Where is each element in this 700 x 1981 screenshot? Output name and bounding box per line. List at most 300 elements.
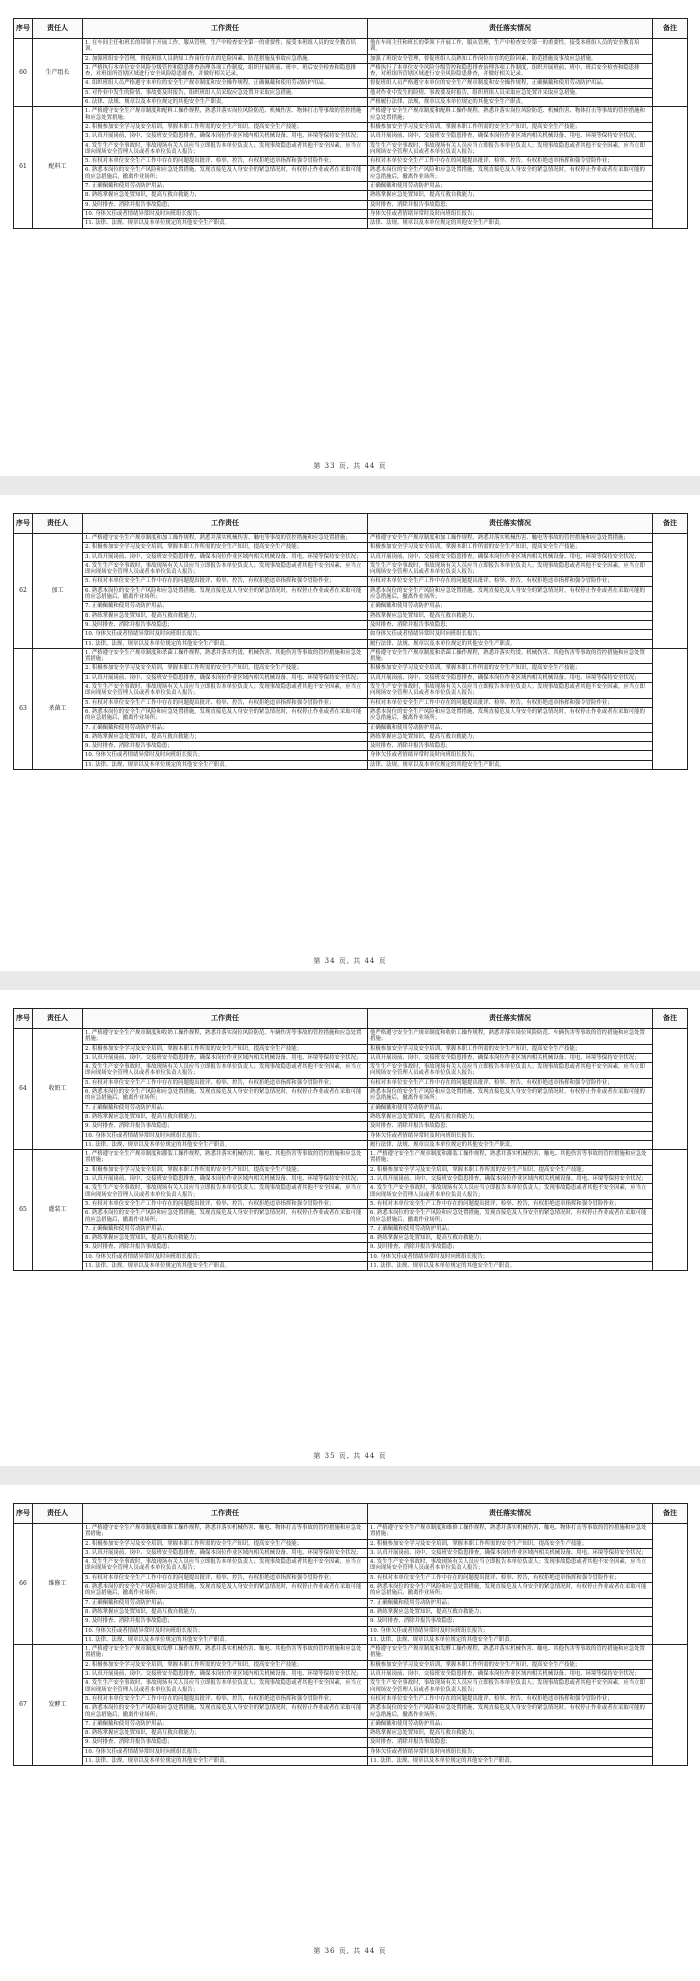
duty-cell: 4. 组织班组人员严格遵守本单位的安全生产规章制度和安全操作规程，正确佩戴和使用劳动防护用品。 [83, 79, 368, 88]
table-row [14, 209, 688, 218]
table-row [14, 1694, 688, 1703]
table-header-row [14, 1504, 688, 1524]
table-row [14, 88, 688, 97]
duty-cell: 4. 发生生产安全事故时，事故现场有关人员应当立即报告本单位负责人；发现事故隐患或者其他不安全因素，应当立即向现场安全管理人员或者本单位负责人报告； [83, 1558, 368, 1574]
table-row [14, 39, 688, 55]
status-cell: 身体欠佳或者情绪异常时及时向班组长报告； [368, 751, 653, 760]
table-row [14, 1573, 688, 1582]
duty-cell: 8. 熟练掌握应急处置知识，提高互救自救能力； [83, 732, 368, 741]
table-row [14, 673, 688, 682]
page-footer: 第 33 页, 共 44 页 [313, 462, 387, 470]
table-row [14, 1670, 688, 1679]
header-role: 责任人 [33, 1009, 83, 1029]
duty-cell: 6. 熟悉本岗位的安全生产风险和应急处置措施，发现直接危及人身安全的紧急情况时，有权停止作业或者在采取可能的应急措施后，撤离作业场所； [83, 166, 368, 182]
duty-cell: 3. 认真开展岗前、岗中、交接班安全隐患排查，确保本岗位作业区域内相关机械设备、用电、环境等保持安全状况； [83, 673, 368, 682]
status-cell: 熟练掌握应急处置知识，提高互救自救能力； [368, 611, 653, 620]
status-cell: 9. 及时排查、消除并报告事故隐患； [368, 1617, 653, 1626]
responsibility-table [13, 18, 688, 229]
status-cell: 熟练掌握应急处置知识，提高互救自救能力； [368, 732, 653, 741]
header-status: 责任落实情况 [368, 1009, 653, 1029]
status-cell: 正确佩戴和使用劳动防护用品； [368, 1103, 653, 1112]
duty-cell: 2. 积极参加安全学习及安全培训，掌握本职工作所需的安全生产知识，提高安全生产技能； [83, 1165, 368, 1174]
status-cell: 11. 法律、法规、规章以及本单位规定的其他安全生产职责。 [368, 1635, 653, 1644]
duty-cell: 4. 发生生产安全事故时，事故现场有关人员应当立即报告本单位负责人；发现事故隐患或者其他不安全因素，应当立即向现场安全管理人员或者本单位负责人报告； [83, 561, 368, 577]
table-row [14, 639, 688, 648]
status-cell: 履行法律、法规、规章以及本单位规定的其他安全生产职责。 [368, 639, 653, 648]
duty-cell: 10. 身体欠佳或者情绪异常时及时向班组长报告； [83, 1252, 368, 1261]
duty-cell: 5. 有权对本单位安全生产工作中存在的问题提出批评、检举、控告，有权拒绝违章指挥和强令冒险作业； [83, 1694, 368, 1703]
duty-cell: 7. 正确佩戴和使用劳动防护用品； [83, 182, 368, 191]
status-cell: 发生生产安全事故时，事故现场有关人员应当立即报告本单位负责人；发现事故隐患或者其他不安全因素，应当立即向现场安全管理人员或者本单位负责人报告； [368, 1063, 653, 1079]
status-cell: 1. 严格遵守安全生产规章制度和灌装工操作规程，熟悉并落实机械伤害、触电、其他伤害等事故的管控措施和应急处置措施； [368, 1150, 653, 1166]
table-header-row [14, 19, 688, 39]
table-row [14, 1645, 688, 1661]
table-row [14, 1583, 688, 1599]
duty-cell: 11. 法律、法规、规章以及本单位规定的其他安全生产职责。 [83, 1140, 368, 1149]
status-cell: 10. 身体欠佳或者情绪异常时及时向班组长报告； [368, 1626, 653, 1635]
duty-cell: 9. 及时排查、消除并报告事故隐患； [83, 742, 368, 751]
duty-cell: 1. 严格遵守安全生产规章制度和配料工操作规程，熟悉并落实岗位风险防范、机械伤害、物体打击等事故的管控措施和应急处置措施； [83, 107, 368, 123]
responsibility-table [13, 1503, 688, 1766]
header-role: 责任人 [33, 19, 83, 39]
table-row [14, 182, 688, 191]
status-cell: 及时排查、消除并报告事故隐患； [368, 1738, 653, 1747]
duty-cell: 9. 及时排查、消除并报告事故隐患； [83, 1243, 368, 1252]
duty-cell: 2. 积极参加安全学习及安全培训，掌握本职工作所需的安全生产知识，提高安全生产技能； [83, 1044, 368, 1053]
table-row [14, 1224, 688, 1233]
table-row [14, 98, 688, 107]
table-row [14, 1122, 688, 1131]
header-role: 责任人 [33, 1504, 83, 1524]
status-cell: 及时排查、消除并报告事故隐患； [368, 200, 653, 209]
table-header-row [14, 514, 688, 534]
table-row [14, 141, 688, 157]
row-number: 64 [14, 1029, 33, 1150]
status-cell: 严格执行了本单位安全风险分级管控和隐患排查治理各项工作制度，组织开展班前、班中、班后安全检查和隐患排查，对班组所管辖区域进行安全风险隐患排查，并做好相关记录。 [368, 63, 653, 79]
table-row [14, 1558, 688, 1574]
table-row [14, 1234, 688, 1243]
row-number: 66 [14, 1524, 33, 1645]
status-cell: 及时排查、消除并报告事故隐患； [368, 620, 653, 629]
status-cell: 熟练掌握应急处置知识，提高互救自救能力； [368, 1112, 653, 1121]
status-cell: 2. 积极参加安全学习及安全培训，掌握本职工作所需的安全生产知识，提高安全生产技能； [368, 1539, 653, 1548]
duty-cell: 10. 身体欠佳或者情绪异常时及时向班组长报告； [83, 209, 368, 218]
status-cell: 有权对本单位安全生产工作中存在的问题提出批评、检举、控告，有权拒绝违章指挥和强令冒险作业； [368, 1078, 653, 1087]
duty-cell: 5. 有权对本单位安全生产工作中存在的问题提出批评、检举、控告，有权拒绝违章指挥和强令冒险作业； [83, 1573, 368, 1582]
table-row [14, 1757, 688, 1766]
document-page [0, 495, 700, 971]
status-cell: 6. 熟悉本岗位的安全生产风险和应急处置措施，发现直接危及人身安全的紧急情况时，有权停止作业或者在采取可能的应急措施后，撤离作业场所； [368, 1583, 653, 1599]
duty-cell: 6. 法律、法规、规章以及本单位规定的其他安全生产职责。 [83, 98, 368, 107]
status-cell: 发生生产安全事故时，事故现场有关人员应当立即报告本单位负责人；发现事故隐患或者其他不安全因素，应当立即向现场安全管理人员或者本单位负责人报告； [368, 561, 653, 577]
table-row [14, 107, 688, 123]
table-row [14, 683, 688, 699]
status-cell: 加强了班组安全管理，督促班组人员熟知工作岗位存在的危险因素、防范措施及事故应急措施。 [368, 54, 653, 63]
status-cell: 熟悉本岗位的安全生产风险和应急处置措施，发现直接危及人身安全的紧急情况时，有权停止作业或者在采取可能的应急措施后，撤离作业场所； [368, 166, 653, 182]
remark-cell [653, 534, 688, 649]
table-row [14, 1719, 688, 1728]
duty-cell: 9. 及时排查、消除并报告事故隐患； [83, 200, 368, 209]
status-cell: 熟悉本岗位的安全生产风险和应急处置措施，发现直接危及人身安全的紧急情况时，有权停止作业或者在采取可能的应急措施后，撤离作业场所； [368, 586, 653, 602]
status-cell: 熟悉本岗位的安全生产风险和应急处置措施，发现直接危及人身安全的紧急情况时，有权停止作业或者在采取可能的应急措施后，撤离作业场所； [368, 1704, 653, 1720]
duty-cell: 9. 及时排查、消除并报告事故隐患； [83, 1738, 368, 1747]
role-name: 维修工 [33, 1524, 83, 1645]
duty-cell: 6. 熟悉本岗位的安全生产风险和应急处置措施，发现直接危及人身安全的紧急情况时，有权停止作业或者在采取可能的应急措施后，撤离作业场所； [83, 707, 368, 723]
status-cell: 11. 法律、法规、规章以及本单位规定的其他安全生产职责。 [368, 1757, 653, 1766]
status-cell: 严格遵守安全生产规章制度和杀菌工操作规程，熟悉并落实灼烫、机械伤害、其他伤害等事故的管控措施和应急处置措施； [368, 648, 653, 664]
status-cell: 发生生产安全事故时，事故现场有关人员应当立即报告本单位负责人；发现事故隐患或者其他不安全因素，应当立即向现场安全管理人员或者本单位负责人报告； [368, 1679, 653, 1695]
row-number: 61 [14, 107, 33, 228]
table-row [14, 1175, 688, 1184]
duty-cell: 3. 认真开展岗前、岗中、交接班安全隐患排查，确保本岗位作业区域内相关机械设备、用电、环境等保持安全状况； [83, 1053, 368, 1062]
table-row [14, 664, 688, 673]
header-remark: 备注 [653, 1009, 688, 1029]
status-cell: 履行法律、法规、规章以及本单位规定的其他安全生产职责。 [368, 1140, 653, 1149]
status-cell: 身体欠佳或者情绪异常时及时向班组长报告； [368, 1131, 653, 1140]
table-row [14, 1053, 688, 1062]
status-cell: 身体欠佳或者情绪异常时及时向班组长报告； [368, 209, 653, 218]
duty-cell: 10. 身体欠佳或者情绪异常时及时向班组长报告； [83, 630, 368, 639]
table-row [14, 1635, 688, 1644]
table-row [14, 1704, 688, 1720]
table-row [14, 1131, 688, 1140]
duty-cell: 11. 法律、法规、规章以及本单位规定的其他安全生产职责。 [83, 639, 368, 648]
duty-cell: 3. 认真开展岗前、岗中、交接班安全隐患排查，确保本岗位作业区域内相关机械设备、用电、环境等保持安全状况； [83, 132, 368, 141]
table-row [14, 611, 688, 620]
status-cell: 发生生产安全事故时，事故现场有关人员应当立即报告本单位负责人；发现事故隐患或者其他不安全因素，应当立即向现场安全管理人员或者本单位负责人报告； [368, 141, 653, 157]
duty-cell: 7. 正确佩戴和使用劳动防护用品； [83, 723, 368, 732]
status-cell: 法律、法规、规章以及本单位规定的其他安全生产职责。 [368, 219, 653, 228]
duty-cell: 10. 身体欠佳或者情绪异常时及时向班组长报告； [83, 1747, 368, 1756]
row-number: 63 [14, 648, 33, 769]
table-row [14, 561, 688, 577]
status-cell: 有权对本单位安全生产工作中存在的问题提出批评、检举、控告，有权拒绝违章指挥和强令冒险作业； [368, 577, 653, 586]
status-cell: 正确佩戴和使用劳动防护用品； [368, 1719, 653, 1728]
status-cell: 4. 发生生产安全事故时，事故现场有关人员应当立即报告本单位负责人；发现事故隐患或者其他不安全因素，应当立即向现场安全管理人员或者本单位负责人报告； [368, 1558, 653, 1574]
table-row [14, 620, 688, 629]
table-row [14, 534, 688, 543]
table-row [14, 54, 688, 63]
table-row [14, 219, 688, 228]
row-number: 62 [14, 534, 33, 649]
duty-cell: 4. 发生生产安全事故时，事故现场有关人员应当立即报告本单位负责人；发现事故隐患或者其他不安全因素，应当立即向现场安全管理人员或者本单位负责人报告； [83, 683, 368, 699]
table-row [14, 191, 688, 200]
status-cell: 认真开展岗前、岗中、交接班安全隐患排查，确保本岗位作业区域内相关机械设备、用电、环境等保持安全状况； [368, 673, 653, 682]
duty-cell: 3. 严格执行本单位安全风险分级管控和隐患排查治理各项工作制度，组织开展班前、班中、班后安全检查和隐患排查，对班组所管辖区域进行安全风险隐患排查，并做好相关记录。 [83, 63, 368, 79]
status-cell: 11. 法律、法规、规章以及本单位规定的其他安全生产职责。 [368, 1262, 653, 1271]
duty-cell: 6. 熟悉本岗位的安全生产风险和应急处置措施，发现直接危及人身安全的紧急情况时，有权停止作业或者在采取可能的应急措施后，撤离作业场所； [83, 1583, 368, 1599]
table-row [14, 698, 688, 707]
table-row [14, 1103, 688, 1112]
table-row [14, 1243, 688, 1252]
table-row [14, 157, 688, 166]
table-row [14, 1140, 688, 1149]
duty-cell: 8. 熟练掌握应急处置知识，提高互救自救能力； [83, 191, 368, 200]
table-row [14, 1029, 688, 1045]
role-name: 加工 [33, 534, 83, 649]
row-number: 65 [14, 1150, 33, 1271]
table-row [14, 1548, 688, 1557]
duty-cell: 1. 严格遵守安全生产规章制度和加工操作规程，熟悉并落实机械伤害、触电等事故的管控措施和应急处置措施； [83, 534, 368, 543]
status-cell: 认真开展岗前、岗中、交接班安全隐患排查，确保本岗位作业区域内相关机械设备、用电、环境等保持安全状况； [368, 132, 653, 141]
status-cell: 及时排查、消除并报告事故隐患； [368, 742, 653, 751]
status-cell: 如身体欠佳或者情绪异常时及时向班组长报告； [368, 630, 653, 639]
status-cell: 10. 身体欠佳或者情绪异常时及时向班组长报告； [368, 1252, 653, 1261]
status-cell: 6. 熟悉本岗位的安全生产风险和应急处置措施，发现直接危及人身安全的紧急情况时，有权停止作业或者在采取可能的应急措施后，撤离作业场所； [368, 1209, 653, 1225]
role-name: 配料工 [33, 107, 83, 228]
duty-cell: 4. 发生生产安全事故时，事故现场有关人员应当立即报告本单位负责人；发现事故隐患或者其他不安全因素，应当立即向现场安全管理人员或者本单位负责人报告； [83, 141, 368, 157]
duty-cell: 4. 发生生产安全事故时，事故现场有关人员应当立即报告本单位负责人；发现事故隐患或者其他不安全因素，应当立即向现场安全管理人员或者本单位负责人报告； [83, 1184, 368, 1200]
duty-cell: 11. 法律、法规、规章以及本单位规定的其他安全生产职责。 [83, 760, 368, 769]
duty-cell: 7. 正确佩戴和使用劳动防护用品； [83, 1224, 368, 1233]
duty-cell: 5. 有权对本单位安全生产工作中存在的问题提出批评、检举、控告，有权拒绝违章指挥和强令冒险作业； [83, 157, 368, 166]
status-cell: 3. 认真开展岗前、岗中、交接班安全隐患排查，确保本岗位作业区域内相关机械设备、用电、环境等保持安全状况； [368, 1175, 653, 1184]
status-cell: 积极参加安全学习及安全培训，掌握本职工作所需的安全生产知识，提高安全生产技能； [368, 122, 653, 131]
duty-cell: 2. 积极参加安全学习及安全培训，掌握本职工作所需的安全生产知识，提高安全生产技能； [83, 122, 368, 131]
status-cell: 督促班组人员严格遵守本单位的安全生产规章制度和安全操作规程，正确佩戴和使用劳动防护用品。 [368, 79, 653, 88]
status-cell: 他对作业中发生的险情、事故要及时报告，组织班组人员采取应急处置并采取应急措施。 [368, 88, 653, 97]
duty-cell: 4. 发生生产安全事故时，事故现场有关人员应当立即报告本单位负责人；发现事故隐患或者其他不安全因素，应当立即向现场安全管理人员或者本单位负责人报告； [83, 1063, 368, 1079]
status-cell: 正确佩戴和使用劳动防护用品； [368, 723, 653, 732]
duty-cell: 2. 加强班组安全管理，督促班组人员熟知工作岗位存在的危险因素、防范措施及事故应急措施。 [83, 54, 368, 63]
table-row [14, 166, 688, 182]
duty-cell: 10. 身体欠佳或者情绪异常时及时向班组长报告； [83, 1626, 368, 1635]
duty-cell: 5. 有权对本单位安全生产工作中存在的问题提出批评、检举、控告，有权拒绝违章指挥和强令冒险作业； [83, 698, 368, 707]
role-name: 发酵工 [33, 1645, 83, 1766]
status-cell: 3. 认真开展岗前、岗中、交接班安全隐患排查，确保本岗位作业区域内相关机械设备、用电、环境等保持安全状况； [368, 1548, 653, 1557]
remark-cell [653, 1150, 688, 1271]
status-cell: 严格遵守安全生产规章制度和发酵工操作规程，熟悉并落实机械伤害、触电、其他伤害等事故的管控措施和应急处置措施； [368, 1645, 653, 1661]
responsibility-table [13, 1008, 688, 1271]
table-row [14, 1078, 688, 1087]
duty-cell: 10. 身体欠佳或者情绪异常时及时向班组长报告； [83, 751, 368, 760]
status-cell: 认真开展岗前、岗中、交接班安全隐患排查，确保本岗位作业区域内相关机械设备、用电、环境等保持安全状况； [368, 552, 653, 561]
status-cell: 他在车间主任和班长的带领下开展工作，服从管理，生产中检查安全第一的重要性，接受本班组人员的安全教育培训。 [368, 39, 653, 55]
responsibility-table [13, 513, 688, 770]
table-row [14, 1063, 688, 1079]
status-cell: 积极参加安全学习及安全培训，掌握本职工作所需的安全生产知识，提高安全生产技能； [368, 543, 653, 552]
table-row [14, 1607, 688, 1616]
status-cell: 熟悉本岗位的安全生产风险和应急处置措施，发现直接危及人身安全的紧急情况时，有权停止作业或者在采取可能的应急措施后，撤离作业场所； [368, 707, 653, 723]
row-number: 67 [14, 1645, 33, 1766]
table-row [14, 1617, 688, 1626]
table-row [14, 1729, 688, 1738]
status-cell: 5. 有权对本单位安全生产工作中存在的问题提出批评、检举、控告，有权拒绝违章指挥和强令冒险作业； [368, 1199, 653, 1208]
duty-cell: 9. 及时排查、消除并报告事故隐患； [83, 1617, 368, 1626]
status-cell: 有权对本单位安全生产工作中存在的问题提出批评、检举、控告，有权拒绝违章指挥和强令冒险作业； [368, 157, 653, 166]
status-cell: 他严格遵守安全生产规章制度和收奶工操作规程，熟悉并落实岗位风险防范、车辆伤害等事故的管控措施和应急处置措施； [368, 1029, 653, 1045]
table-row [14, 1199, 688, 1208]
role-name: 灌装工 [33, 1150, 83, 1271]
header-status: 责任落实情况 [368, 19, 653, 39]
row-number: 60 [14, 39, 33, 107]
duty-cell: 1. 严格遵守安全生产规章制度和发酵工操作规程，熟悉并落实机械伤害、触电、其他伤害等事故的管控措施和应急处置措施； [83, 1645, 368, 1661]
table-row [14, 79, 688, 88]
status-cell: 身体欠佳或者情绪异常时及时向班组长报告； [368, 1747, 653, 1756]
header-role: 责任人 [33, 514, 83, 534]
remark-cell [653, 1524, 688, 1645]
table-row [14, 1679, 688, 1695]
table-row [14, 1524, 688, 1540]
table-row [14, 543, 688, 552]
table-row [14, 132, 688, 141]
table-row [14, 751, 688, 760]
duty-cell: 10. 身体欠佳或者情绪异常时及时向班组长报告； [83, 1131, 368, 1140]
table-row [14, 1088, 688, 1104]
header-seq: 序号 [14, 1504, 33, 1524]
duty-cell: 7. 正确佩戴和使用劳动防护用品； [83, 602, 368, 611]
duty-cell: 6. 熟悉本岗位的安全生产风险和应急处置措施，发现直接危及人身安全的紧急情况时，有权停止作业或者在采取可能的应急措施后，撤离作业场所； [83, 586, 368, 602]
table-row [14, 1738, 688, 1747]
status-cell: 正确佩戴和使用劳动防护用品； [368, 602, 653, 611]
remark-cell [653, 1029, 688, 1150]
table-row [14, 1112, 688, 1121]
role-name: 杀菌工 [33, 648, 83, 769]
table-row [14, 586, 688, 602]
duty-cell: 2. 积极参加安全学习及安全培训，掌握本职工作所需的安全生产知识，提高安全生产技能； [83, 543, 368, 552]
table-row [14, 1626, 688, 1635]
status-cell: 9. 及时排查、消除并报告事故隐患； [368, 1243, 653, 1252]
status-cell: 正确佩戴和使用劳动防护用品； [368, 182, 653, 191]
duty-cell: 5. 有权对本单位安全生产工作中存在的问题提出批评、检举、控告，有权拒绝违章指挥和强令冒险作业； [83, 1199, 368, 1208]
header-status: 责任落实情况 [368, 1504, 653, 1524]
duty-cell: 3. 认真开展岗前、岗中、交接班安全隐患排查，确保本岗位作业区域内相关机械设备、用电、环境等保持安全状况； [83, 1175, 368, 1184]
header-duty: 工作责任 [83, 19, 368, 39]
table-row [14, 1150, 688, 1166]
duty-cell: 11. 法律、法规、规章以及本单位规定的其他安全生产职责。 [83, 1757, 368, 1766]
duty-cell: 8. 熟练掌握应急处置知识，提高互救自救能力； [83, 1234, 368, 1243]
status-cell: 1. 严格遵守安全生产规章制度和维修工操作规程，熟悉并落实机械伤害、触电、物体打击等事故的管控措施和应急处置措施； [368, 1524, 653, 1540]
duty-cell: 7. 正确佩戴和使用劳动防护用品； [83, 1719, 368, 1728]
status-cell: 7. 正确佩戴和使用劳动防护用品； [368, 1598, 653, 1607]
duty-cell: 1. 在车间主任和班长的带领下开展工作，服从管理，生产中检查安全第一的重要性；接受本班组人员的安全教育培训。 [83, 39, 368, 55]
page-footer: 第 36 页, 共 44 页 [313, 1947, 387, 1955]
table-row [14, 742, 688, 751]
duty-cell: 8. 熟练掌握应急处置知识，提高互救自救能力； [83, 1729, 368, 1738]
status-cell: 熟悉本岗位的安全生产风险和应急处置措施，发现直接危及人身安全的紧急情况时，有权停止作业或者在采取可能的应急措施后，撤离作业场所； [368, 1088, 653, 1104]
status-cell: 8. 熟练掌握应急处置知识，提高互救自救能力； [368, 1607, 653, 1616]
header-duty: 工作责任 [83, 1504, 368, 1524]
table-row [14, 1598, 688, 1607]
duty-cell: 8. 熟练掌握应急处置知识，提高互救自救能力； [83, 1607, 368, 1616]
header-status: 责任落实情况 [368, 514, 653, 534]
status-cell: 有权对本单位安全生产工作中存在的问题提出批评、检举、控告，有权拒绝违章指挥和强令冒险作业； [368, 698, 653, 707]
document-page [0, 0, 700, 476]
status-cell: 积极参加安全学习及安全培训，掌握本职工作所需的安全生产知识，提高安全生产技能； [368, 1660, 653, 1669]
table-row [14, 1044, 688, 1053]
duty-cell: 1. 严格遵守安全生产规章制度和维修工操作规程，熟悉并落实机械伤害、触电、物体打击等事故的管控措施和应急处置措施； [83, 1524, 368, 1540]
duty-cell: 2. 积极参加安全学习及安全培训，掌握本职工作所需的安全生产知识，提高安全生产技能； [83, 1660, 368, 1669]
duty-cell: 1. 严格遵守安全生产规章制度和收奶工操作规程，熟悉并落实岗位风险防范、车辆伤害等事故的管控措施和应急处置措施； [83, 1029, 368, 1045]
table-row [14, 1747, 688, 1756]
duty-cell: 2. 积极参加安全学习及安全培训，掌握本职工作所需的安全生产知识，提高安全生产技能； [83, 1539, 368, 1548]
status-cell: 及时排查、消除并报告事故隐患； [368, 1122, 653, 1131]
status-cell: 2. 积极参加安全学习及安全培训，掌握本职工作所需的安全生产知识，提高安全生产技能； [368, 1165, 653, 1174]
duty-cell: 3. 认真开展岗前、岗中、交接班安全隐患排查，确保本岗位作业区域内相关机械设备、用电、环境等保持安全状况； [83, 1548, 368, 1557]
status-cell: 4. 发生生产安全事故时，事故现场有关人员应当立即报告本单位负责人；发现事故隐患或者其他不安全因素，应当立即向现场安全管理人员或者本单位负责人报告； [368, 1184, 653, 1200]
remark-cell [653, 39, 688, 107]
header-seq: 序号 [14, 514, 33, 534]
duty-cell: 3. 认真开展岗前、岗中、交接班安全隐患排查，确保本岗位作业区域内相关机械设备、用电、环境等保持安全状况； [83, 1670, 368, 1679]
duty-cell: 1. 严格遵守安全生产规章制度和杀菌工操作规程，熟悉并落实灼烫、机械伤害、其他伤害等事故的管控措施和应急处置措施； [83, 648, 368, 664]
table-row [14, 1165, 688, 1174]
table-row [14, 1539, 688, 1548]
duty-cell: 6. 熟悉本岗位的安全生产风险和应急处置措施，发现直接危及人身安全的紧急情况时，有权停止作业或者在采取可能的应急措施后，撤离作业场所； [83, 1704, 368, 1720]
duty-cell: 9. 及时排查、消除并报告事故隐患； [83, 620, 368, 629]
table-row [14, 630, 688, 639]
status-cell: 有权对本单位安全生产工作中存在的问题提出批评、检举、控告，有权拒绝违章指挥和强令冒险作业； [368, 1694, 653, 1703]
header-seq: 序号 [14, 1009, 33, 1029]
status-cell: 5. 有权对本单位安全生产工作中存在的问题提出批评、检举、控告，有权拒绝违章指挥和强令冒险作业； [368, 1573, 653, 1582]
status-cell: 熟练掌握应急处置知识，提高互救自救能力； [368, 1729, 653, 1738]
page-footer: 第 35 页, 共 44 页 [313, 1452, 387, 1460]
status-cell: 积极参加安全学习及安全培训，掌握本职工作所需的安全生产知识，提高安全生产技能； [368, 1044, 653, 1053]
remark-cell [653, 1645, 688, 1766]
table-row [14, 552, 688, 561]
table-row [14, 732, 688, 741]
document-page [0, 1485, 700, 1981]
table-header-row [14, 1009, 688, 1029]
role-name: 生产组长 [33, 39, 83, 107]
duty-cell: 5. 对作业中发生的险情、事故要及时报告，组织班组人员采取应急处置并采取应急措施。 [83, 88, 368, 97]
header-seq: 序号 [14, 19, 33, 39]
table-row [14, 1184, 688, 1200]
duty-cell: 8. 熟练掌握应急处置知识，提高互救自救能力； [83, 1112, 368, 1121]
status-cell: 法律、法规、规章以及本单位规定的其他安全生产职责。 [368, 760, 653, 769]
table-row [14, 648, 688, 664]
table-row [14, 122, 688, 131]
table-row [14, 200, 688, 209]
duty-cell: 5. 有权对本单位安全生产工作中存在的问题提出批评、检举、控告，有权拒绝违章指挥和强令冒险作业； [83, 577, 368, 586]
duty-cell: 2. 积极参加安全学习及安全培训，掌握本职工作所需的安全生产知识，提高安全生产技能； [83, 664, 368, 673]
table-row [14, 760, 688, 769]
header-remark: 备注 [653, 1504, 688, 1524]
duty-cell: 6. 熟悉本岗位的安全生产风险和应急处置措施，发现直接危及人身安全的紧急情况时，有权停止作业或者在采取可能的应急措施后，撤离作业场所； [83, 1088, 368, 1104]
header-remark: 备注 [653, 19, 688, 39]
table-row [14, 723, 688, 732]
header-duty: 工作责任 [83, 1009, 368, 1029]
document-page [0, 990, 700, 1466]
duty-cell: 1. 严格遵守安全生产规章制度和灌装工操作规程，熟悉并落实机械伤害、触电、其他伤害等事故的管控措施和应急处置措施； [83, 1150, 368, 1166]
status-cell: 严格遵守安全生产规章制度和加工操作规程，熟悉并落实机械伤害、触电等事故的管控措施和应急处置措施； [368, 534, 653, 543]
status-cell: 严格遵守安全生产规章制度和配料工操作规程，熟悉并落实岗位风险防范、机械伤害、物体打击等事故的管控措施和应急处置措施； [368, 107, 653, 123]
duty-cell: 4. 发生生产安全事故时，事故现场有关人员应当立即报告本单位负责人；发现事故隐患或者其他不安全因素，应当立即向现场安全管理人员或者本单位负责人报告； [83, 1679, 368, 1695]
table-row [14, 1660, 688, 1669]
duty-cell: 6. 熟悉本岗位的安全生产风险和应急处置措施，发现直接危及人身安全的紧急情况时，有权停止作业或者在采取可能的应急措施后，撤离作业场所； [83, 1209, 368, 1225]
status-cell: 积极参加安全学习及安全培训，掌握本职工作所需的安全生产知识，提高安全生产技能； [368, 664, 653, 673]
status-cell: 认真开展岗前、岗中、交接班安全隐患排查，确保本岗位作业区域内相关机械设备、用电、环境等保持安全状况； [368, 1053, 653, 1062]
page-footer: 第 34 页, 共 44 页 [313, 957, 387, 965]
table-row [14, 1262, 688, 1271]
duty-cell: 9. 及时排查、消除并报告事故隐患； [83, 1122, 368, 1131]
duty-cell: 7. 正确佩戴和使用劳动防护用品； [83, 1103, 368, 1112]
table-row [14, 1209, 688, 1225]
status-cell: 7. 正确佩戴和使用劳动防护用品； [368, 1224, 653, 1233]
status-cell: 认真开展岗前、岗中、交接班安全隐患排查，确保本岗位作业区域内相关机械设备、用电、环境等保持安全状况； [368, 1670, 653, 1679]
remark-cell [653, 107, 688, 228]
table-row [14, 63, 688, 79]
duty-cell: 5. 有权对本单位安全生产工作中存在的问题提出批评、检举、控告，有权拒绝违章指挥和强令冒险作业； [83, 1078, 368, 1087]
status-cell: 严格履行法律、法规、规章以及本单位规定的其他安全生产职责。 [368, 98, 653, 107]
header-duty: 工作责任 [83, 514, 368, 534]
duty-cell: 3. 认真开展岗前、岗中、交接班安全隐患排查，确保本岗位作业区域内相关机械设备、用电、环境等保持安全状况； [83, 552, 368, 561]
table-row [14, 707, 688, 723]
duty-cell: 7. 正确佩戴和使用劳动防护用品； [83, 1598, 368, 1607]
header-remark: 备注 [653, 514, 688, 534]
status-cell: 熟练掌握应急处置知识，提高互救自救能力； [368, 191, 653, 200]
status-cell: 发生生产安全事故时，事故现场有关人员应当立即报告本单位负责人；发现事故隐患或者其他不安全因素，应当立即向现场安全管理人员或者本单位负责人报告； [368, 683, 653, 699]
duty-cell: 11. 法律、法规、规章以及本单位规定的其他安全生产职责。 [83, 219, 368, 228]
